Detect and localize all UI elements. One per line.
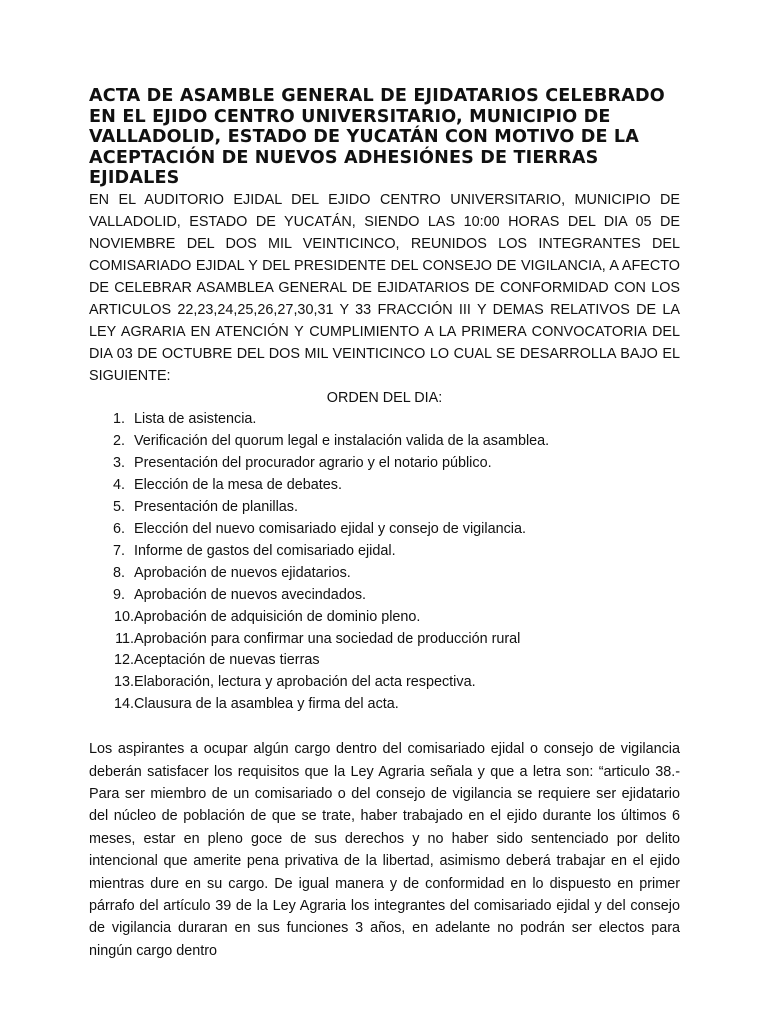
agenda-list <box>89 409 680 716</box>
agenda-item-text: Informe de gastos del comisariado ejidal. <box>134 542 396 559</box>
agenda-item-text: Verificación del quorum legal e instalación valida de la asamblea. <box>134 433 550 450</box>
agenda-item-text: Aceptación de nuevas tierras <box>134 652 320 669</box>
agenda-item-text: Aprobación de nuevos avecindados. <box>134 586 367 603</box>
agenda-item <box>89 409 680 431</box>
agenda-item-number: 2. <box>112 433 125 450</box>
agenda-item-number: 12. <box>113 652 134 669</box>
agenda-item-text: Elección de la mesa de debates. <box>134 477 342 494</box>
agenda-item-number: 9. <box>112 586 125 603</box>
agenda-item <box>89 519 680 541</box>
requirements-paragraph: Los aspirantes a ocupar algún cargo dentro del comisariado ejidal o consejo de vigilancia deberán satisfacer los requisitos que la Ley Agraria señala y que a letra son: “articulo 38.- Para ser miembro de un comisariado o del consejo de vigilancia se requiere ser ejidatario del núcleo de población de que se trate, haber trabajado en el ejido durante los últimos 6 meses, estar en pleno goce de sus derechos y no haber sido sentenciado por delito intencional que amerite pena privativa de la libertad, asimismo deberá trabajar en el ejido mientras dure en su cargo. De igual manera y de conformidad en lo dispuesto en primer párrafo del artículo 39 de la Ley Agraria los integrantes del comisariado ejidal y del consejo de vigilancia duraran en sus funciones 3 años, en adelante no podrán ser electos para ningún cargo dentro <box>89 741 680 959</box>
agenda-item <box>89 672 680 694</box>
agenda-item-number: 4. <box>112 477 125 494</box>
agenda-item-number: 13. <box>113 674 134 691</box>
agenda-item <box>89 607 680 629</box>
agenda-item-text: Aprobación de nuevos ejidatarios. <box>134 564 351 581</box>
agenda-item-text: Presentación de planillas. <box>134 499 298 516</box>
agenda-item-number: 10. <box>113 608 134 625</box>
agenda-heading: ORDEN DEL DIA: <box>326 390 443 407</box>
agenda-item-number: 14. <box>113 696 134 713</box>
agenda-item <box>89 497 680 519</box>
agenda-item <box>89 629 680 651</box>
agenda-item-text: Clausura de la asamblea y firma del acta. <box>134 696 399 713</box>
agenda-item <box>89 431 680 453</box>
agenda-item-number: 7. <box>112 542 125 559</box>
agenda-item <box>89 563 680 585</box>
intro-paragraph: EN EL AUDITORIO EJIDAL DEL EJIDO CENTRO UNIVERSITARIO, MUNICIPIO DE VALLADOLID, ESTADO DE YUCATÁN, SIENDO LAS 10:00 HORAS DEL DIA 05 DE NOVIEMBRE DEL DOS MIL VEINTICINCO, REUNIDOS LOS INTEGRANTES DEL COMISARIADO EJIDAL Y DEL PRESIDENTE DEL CONSEJO DE VIGILANCIA, A AFECTO DE CELEBRAR ASAMBLEA GENERAL DE EJIDATARIOS DE CONFORMIDAD CON LOS ARTICULOS 22,23,24,25,26,27,30,31 Y 33 FRACCIÓN III Y DEMAS RELATIVOS DE LA LEY AGRARIA EN ATENCIÓN Y CUMPLIMIENTO A LA PRIMERA CONVOCATORIA DEL DIA 03 DE OCTUBRE DEL DOS MIL VEINTICINCO LO CUAL SE DESARROLLA BAJO EL SIGUIENTE: <box>89 191 680 385</box>
agenda-item <box>89 541 680 563</box>
agenda-item <box>89 650 680 672</box>
agenda-item <box>89 694 680 716</box>
agenda-item-text: Lista de asistencia. <box>134 411 257 428</box>
agenda-item-text: Presentación del procurador agrario y el notario público. <box>134 455 492 472</box>
agenda-item-text: Elaboración, lectura y aprobación del acta respectiva. <box>134 674 476 691</box>
document-page <box>89 86 680 962</box>
agenda-item <box>89 475 680 497</box>
agenda-item-text: Aprobación de adquisición de dominio pleno. <box>134 608 421 625</box>
agenda-item-number: 3. <box>112 455 125 472</box>
document-title: ACTA DE ASAMBLE GENERAL DE EJIDATARIOS CELEBRADO EN EL EJIDO CENTRO UNIVERSITARIO, MUNICIPIO DE VALLADOLID, ESTADO DE YUCATÁN CON MOTIVO DE LA ACEPTACIÓN DE NUEVOS ADHESIÓNES DE TIERRAS EJIDALES <box>89 86 665 188</box>
agenda-item-number: 8. <box>112 564 125 581</box>
agenda-item-number: 5. <box>112 499 125 516</box>
agenda-item-text: Elección del nuevo comisariado ejidal y consejo de vigilancia. <box>134 520 526 537</box>
agenda-item-number: 11. <box>115 630 134 647</box>
agenda-item <box>89 585 680 607</box>
agenda-item-text: Aprobación para confirmar una sociedad de producción rural <box>134 630 521 647</box>
agenda-item <box>89 453 680 475</box>
agenda-item-number: 1. <box>112 411 125 428</box>
agenda-item-number: 6. <box>112 520 125 537</box>
